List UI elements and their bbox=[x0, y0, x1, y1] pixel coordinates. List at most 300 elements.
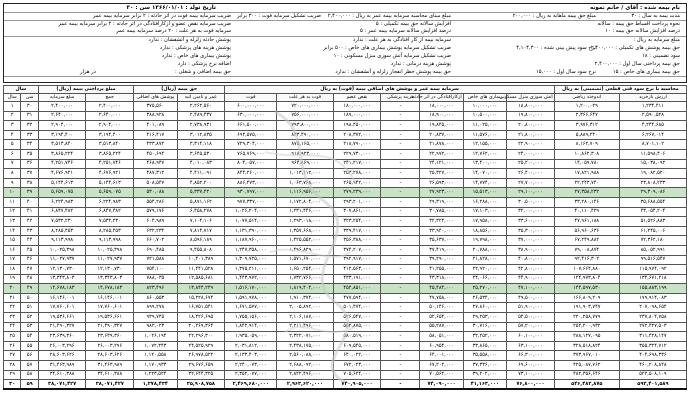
table-cell: ۲۶ bbox=[4, 341, 21, 351]
table-cell: ۵۵۲,۸۷۵,۰۰۰ bbox=[333, 322, 381, 332]
table-cell: ۲۴ bbox=[4, 322, 21, 332]
table-cell: ۱,۸۱۹,۴۰۴,۰۰۰ bbox=[277, 284, 333, 294]
table-cell: ۵۴,۵۰۰,۰۰۰ bbox=[507, 313, 555, 323]
group-header-premium: حق بیمه (ریال) bbox=[134, 86, 225, 94]
table-cell: ۴۰۴,۶۹۸,۳۳۶ bbox=[619, 351, 686, 361]
table-cell: ۲۵,۲۷۰,۰۰۰ bbox=[463, 284, 506, 294]
table-cell: ۱۰,۴۰۱,۳۸۹ bbox=[177, 255, 225, 265]
table-cell: ۴۵ bbox=[21, 245, 38, 255]
table-row bbox=[4, 370, 687, 380]
payment-method: نحوه پرداخت اقساط حق بیمه : سالانه bbox=[597, 21, 680, 27]
capital-increase: درصد افزایش سالانه سرمایه بیمه عمر : ۵ bbox=[360, 28, 451, 34]
table-cell: ۲,۷۳۸,۹۳۱ bbox=[177, 121, 225, 131]
table-cell: ۸,۲۸۵,۴۵۳ bbox=[86, 226, 134, 236]
table-cell: ۶۰۰,۰۰۰,۰۰۰ bbox=[225, 102, 277, 112]
table-cell: ۶۰۴,۹۸۹ bbox=[134, 217, 177, 227]
table-cell: ۳۲ bbox=[21, 121, 38, 131]
table-cell: ۳۳,۶۰۰,۰۰۰ bbox=[507, 217, 555, 227]
table-row bbox=[4, 351, 687, 361]
table-cell: ۲۱۸,۷۹۰,۰۰۰ bbox=[333, 140, 381, 150]
table-cell: ۲۸,۶۰۳,۶۲۶ bbox=[38, 351, 86, 361]
table-cell: ۱,۹۱۰,۳۷۴,۰۰۰ bbox=[277, 293, 333, 303]
table-cell: ۵۷,۲۰۰,۰۰۰ bbox=[507, 322, 555, 332]
disease-premium: حق بیمه بیماری های خاص : ۱۵ bbox=[612, 69, 680, 75]
column-header: پوشش های اضافی bbox=[134, 94, 177, 102]
table-cell: ۱۰۷,۶۶۴,۸۸۰ bbox=[554, 265, 619, 275]
table-cell: ۸۶۰,۵۵۳ bbox=[134, 293, 177, 303]
table-row bbox=[4, 102, 687, 112]
table-cell: ۱۱,۰۲۵,۰۰۰ bbox=[463, 121, 506, 131]
table-cell: ۲۰,۲۶۹,۳۶۴ bbox=[177, 322, 225, 332]
table-cell: ۱۲,۱۵۵,۰۰۰ bbox=[463, 140, 506, 150]
table-cell: - bbox=[381, 149, 420, 159]
table-row bbox=[4, 111, 687, 121]
guaranteed-rate: سود تضمینی : ۱۸ bbox=[641, 53, 680, 59]
group-header-guaranteed: محاسبه با نرخ سود فنی قطعی (تضمینی) به ریال bbox=[554, 86, 686, 94]
table-cell: ۸,۲۸۵,۴۵۳ bbox=[38, 226, 86, 236]
table-cell: ۹۳۰,۷۹۷,۰۰۰ bbox=[225, 188, 277, 198]
table-cell: ۵,۸۸۹,۲۴۰ bbox=[554, 130, 619, 140]
table-cell: ۱,۹۳۵,۰۵۹,۰۰۰ bbox=[225, 332, 277, 342]
table-cell: ۲۰۸,۳۷۲,۰۰۰ bbox=[333, 130, 381, 140]
table-cell: ۵۸ bbox=[21, 370, 38, 380]
table-cell: ۳۲,۰۰۰,۰۰۰ bbox=[507, 207, 555, 217]
table-cell: ۳۱,۴۶۳,۹۸۹ bbox=[38, 361, 86, 371]
table-cell: ۱,۴۹۶,۸۲۹,۰۰۰ bbox=[277, 245, 333, 255]
table-cell: ۲,۳۵۲,۰۷۷,۰۰۰ bbox=[225, 370, 277, 380]
table-cell: ۱۰ bbox=[4, 188, 21, 198]
table-cell: ۳,۱۹۴,۴۰۰ bbox=[38, 130, 86, 140]
table-row bbox=[4, 293, 687, 303]
table-cell: ۴۹ bbox=[21, 284, 38, 294]
table-cell: ۱۰,۰۲۵,۳۹۸ bbox=[38, 245, 86, 255]
table-cell: ۲۲۰,۲۵۸,۷۷۹ bbox=[554, 313, 619, 323]
table-cell: ۱۸ bbox=[4, 265, 21, 275]
table-cell: ۲۸,۶۰۳,۶۲۶ bbox=[86, 351, 134, 361]
first-year-rate: نرخ سود سال اول : ۱۵,۰۰۰ bbox=[536, 69, 596, 75]
table-cell: ۶۹۰,۴۸۵ bbox=[134, 245, 177, 255]
table-cell: ۵۲۲,۵۰۸,۱۰۹ bbox=[619, 370, 686, 380]
table-cell: ۵ bbox=[4, 140, 21, 150]
table-cell: ۹۷۷,۳۳۷,۰۰۰ bbox=[225, 197, 277, 207]
table-cell: ۱۳ bbox=[4, 217, 21, 227]
table-cell: ۵۳۰,۰۸۸ bbox=[134, 188, 177, 198]
table-cell: ۱۸۹,۰۰۰,۰۰۰ bbox=[333, 111, 381, 121]
table-cell: ۶۰,۹۵۴,۰۰۰ bbox=[420, 341, 463, 351]
column-header: بیماری های خاص bbox=[463, 94, 506, 102]
table-cell: ۱۰,۰۲۵,۳۹۸ bbox=[86, 245, 134, 255]
table-cell: ۳۵۵,۳۲۴,۷۱۲ bbox=[619, 341, 686, 351]
table-cell: ۵۸۰,۵۱۹,۰۰۰ bbox=[333, 332, 381, 342]
table-cell: ۱,۲۰۰,۰۲۹ bbox=[554, 102, 619, 112]
table-cell: ۴۰,۸۰۰,۰۰۰ bbox=[507, 255, 555, 265]
table-cell: ۱۴۴,۵۹۷,۵۳۰ bbox=[554, 284, 619, 294]
table-cell: ۲,۶۴۰,۰۰۰ bbox=[38, 111, 86, 121]
table-cell: ۲,۹۰۴,۰۰۰ bbox=[38, 121, 86, 131]
table-cell: ۷۲۱,۵۸۸ bbox=[134, 255, 177, 265]
table-cell: ۱,۲۴۷,۳۵۸,۰۰۰ bbox=[225, 245, 277, 255]
accident-death-coef: ضریب سرمایه بیمه فوت در اثر حادثه : ۲ برابر سرمایه بیمه عمر bbox=[92, 13, 231, 19]
table-cell: ۶۰۹,۵۴۵,۰۰۰ bbox=[333, 341, 381, 351]
table-row bbox=[4, 130, 687, 140]
table-cell: ۳ bbox=[4, 121, 21, 131]
birth-date: تاریخ تولد : ۱۳۶۶/۰۱/۰۱ سن : ۳۰ bbox=[126, 5, 216, 11]
table-cell: ۱۱,۰۲۷,۹۳۷ bbox=[38, 255, 86, 265]
table-cell: ۴۸ bbox=[21, 274, 38, 284]
table-cell: ۱۸۰,۰۰۰,۰۰۰ bbox=[333, 102, 381, 112]
table-cell: ۲۸ bbox=[4, 361, 21, 371]
table-cell: ۳۰۷,۸۶۱,۰۰۰ bbox=[333, 207, 381, 217]
table-cell: ۶,۲۲۴,۹۸۳ bbox=[86, 197, 134, 207]
table-cell: ۱,۷۳۲,۷۶۶,۰۰۰ bbox=[277, 274, 333, 284]
table-cell: ۴,۲۵۱,۷۴۶ bbox=[86, 159, 134, 169]
table-cell: ۵,۸۷۱,۱۶۲ bbox=[177, 197, 225, 207]
table-cell: ۷۰,۵۶۲,۰۰۰ bbox=[420, 370, 463, 380]
table-cell: ۱۴,۶۷۸,۱۸۳ bbox=[86, 284, 134, 294]
table-cell: ۱۲,۷۶۲,۰۰۰ bbox=[463, 149, 506, 159]
table-cell: ۱,۶۵۰,۲۵۴,۰۰۰ bbox=[277, 265, 333, 275]
table-cell: ۲۷۲,۴۲۷,۵۰۳ bbox=[619, 322, 686, 332]
group-header-capital: سرمایه بیمه عمر و پوشش های اضافی بیمه (فوت) به ریال bbox=[225, 86, 555, 94]
policy-header bbox=[3, 3, 687, 83]
table-cell: ۷۴,۰۹۰,۰۰۰ bbox=[420, 380, 463, 390]
table-cell: ۶۴۰,۰۲۲,۰۰۰ bbox=[333, 351, 381, 361]
table-cell: ۵۸,۰۵۱,۰۰۰ bbox=[420, 332, 463, 342]
table-cell: ۲۶,۴۰۰,۰۰۰ bbox=[507, 169, 555, 179]
table-cell: ۱,۵۷۱,۶۷۰,۰۰۰ bbox=[277, 255, 333, 265]
table-cell: ۱۸,۸۵۶,۰۰۰ bbox=[463, 226, 506, 236]
table-row bbox=[4, 236, 687, 246]
monthly-premium: مبلغ حق بیمه ماهانه به ریال : ۲۰۰,۰۰۰ bbox=[512, 13, 596, 19]
table-cell: ۷۶۵,۷۶۹,۰۰۰ bbox=[225, 149, 277, 159]
table-cell: ۴,۴۱۱,۰۹۱ bbox=[177, 169, 225, 179]
table-cell: ۵۹ bbox=[21, 380, 38, 390]
table-cell: ۴۱,۲۵۵,۰۰۰ bbox=[420, 265, 463, 275]
group-header-payment: مبلغ پرداختی بیمه (ریال) bbox=[38, 86, 133, 94]
column-header: فوت bbox=[225, 94, 277, 102]
table-cell: ۲۱,۸۲۸,۰۰۰ bbox=[463, 255, 506, 265]
table-row bbox=[4, 265, 687, 275]
capital-amount: مبلغ سرمایه به ریال : bbox=[633, 37, 680, 43]
table-cell: ۵۵۴,۲۸۶ bbox=[134, 197, 177, 207]
table-cell: ۳۵,۹۰۸,۷۵۸ bbox=[177, 380, 225, 390]
table-cell: ۹,۱۱۳,۹۹۸ bbox=[38, 236, 86, 246]
table-row bbox=[4, 361, 687, 371]
table-cell: ۱۷ bbox=[4, 255, 21, 265]
table-cell: ۱,۲۷۸,۴۳۴ bbox=[134, 380, 177, 390]
table-cell: ۱۱,۵۷۶,۰۰۰ bbox=[463, 130, 506, 140]
table-cell: ۱۴,۰۷۰,۰۰۰ bbox=[463, 169, 506, 179]
table-cell: ۱۵ bbox=[4, 236, 21, 246]
table-cell: ۱,۰۲۶,۱۹۴ bbox=[134, 332, 177, 342]
table-cell: ۴۰۱,۰۸۹ bbox=[134, 121, 177, 131]
table-cell: ۲۰۷,۰۹۸,۶۵۴ bbox=[619, 303, 686, 313]
table-cell: ۶۷۲,۰۲۳,۰۰۰ bbox=[333, 361, 381, 371]
table-cell: ۱,۲۳۴,۴۱۱ bbox=[619, 102, 686, 112]
table-cell: ۵,۱۴۴,۶۱۳ bbox=[38, 178, 86, 188]
table-cell: ۱۸,۰۰۰,۰۰۰ bbox=[420, 102, 463, 112]
table-cell: ۱,۲۳۱,۴۴۶,۰۰۰ bbox=[277, 207, 333, 217]
table-cell: ۸۹۹,۲۷۸ bbox=[134, 303, 177, 313]
sub-header-row bbox=[4, 94, 687, 102]
table-cell: ۱۹۸,۴۵۰,۰۰۰ bbox=[333, 121, 381, 131]
table-cell: ۵۱,۵۲۶,۸۸۳ bbox=[619, 217, 686, 227]
table-cell: ۳۶ bbox=[21, 159, 38, 169]
table-cell: ۱۴ bbox=[4, 226, 21, 236]
table-cell: ۶,۲۶۷,۰۱۴ bbox=[619, 130, 686, 140]
table-cell: ۱۷,۸۲۱,۹۸۸ bbox=[554, 169, 619, 179]
table-cell: ۵۱ bbox=[21, 303, 38, 313]
table-cell: ۳۵,۵۵۸,۰۰۰ bbox=[463, 351, 506, 361]
table-cell: ۴,۸۵۲,۲۰۰ bbox=[177, 178, 225, 188]
table-cell: ۵۲ bbox=[21, 313, 38, 323]
earthquake-cover: حق بیمه پوشش خطر انفجار زلزله و آتشفشان : ندارد bbox=[335, 69, 451, 75]
table-cell: ۲۲,۹۷۲,۰۰۰ bbox=[420, 149, 463, 159]
table-cell: ۱۶,۱۴۶,۰۰۱ bbox=[38, 293, 86, 303]
table-cell: ۲,۰۳۱,۸۱۲,۰۰۰ bbox=[225, 341, 277, 351]
table-cell: ۳۸,۰۷۱,۴۲۷ bbox=[86, 380, 134, 390]
table-cell: ۱۹,۵۳۶,۶۶۱ bbox=[86, 313, 134, 323]
table-cell: ۴۷,۱۰۰,۰۰۰ bbox=[507, 284, 555, 294]
table-cell: ۶,۲۲۴,۹۸۳ bbox=[38, 197, 86, 207]
table-cell: ۷۲۰,۰۰۰,۰۰۰ bbox=[277, 102, 333, 112]
table-cell: ۵۳ bbox=[21, 322, 38, 332]
table-cell: ۵۰ bbox=[21, 293, 38, 303]
table-cell: ۲۷,۷۰۰,۰۰۰ bbox=[507, 178, 555, 188]
table-cell: ۱,۱۳۱,۳۹۰,۰۰۰ bbox=[225, 226, 277, 236]
table-row bbox=[4, 322, 687, 332]
table-cell: ۴۶۸,۹۴۷ bbox=[134, 159, 177, 169]
table-cell: ۱۶,۲۸۸,۰۰۰ bbox=[463, 197, 506, 207]
table-cell: ۲,۹۶۳,۶۲۰,۰۰۰ bbox=[277, 380, 333, 390]
table-cell: ۶۹,۶۰۰,۰۰۰ bbox=[507, 361, 555, 371]
table-cell: ۱۹۱,۹۰۳,۷۴۷ bbox=[554, 303, 619, 313]
table-cell: ۳۴,۶۱۰,۳۸۸ bbox=[38, 370, 86, 380]
table-cell: ۲,۴۰۰,۰۰۰ bbox=[38, 102, 86, 112]
table-cell: ۱۵,۵۱۳,۰۰۰ bbox=[463, 188, 506, 198]
table-cell: ۲۳ bbox=[4, 313, 21, 323]
table-cell: ۷۹,۰۰۸,۸۷۴ bbox=[554, 245, 619, 255]
capital-coefficient: ضریب تشکیل سرمایه فوت : ۳۰۰ برابر bbox=[236, 13, 321, 19]
table-cell: ۱۹,۵۳۶,۶۶۱ bbox=[38, 313, 86, 323]
table-cell: ۴۴,۹۰۰,۰۰۰ bbox=[507, 274, 555, 284]
table-cell: ۲,۸۲۲,۴۹۶,۰۰۰ bbox=[277, 370, 333, 380]
table-cell: ۷۰۵,۶۲۴,۰۰۰ bbox=[333, 370, 381, 380]
table-cell: ۸,۷۰۱,۱۰۲ bbox=[619, 140, 686, 150]
column-header: ارزش بازخرید bbox=[619, 94, 686, 102]
table-cell: ۲,۰۰۵,۸۹۲,۰۰۰ bbox=[277, 303, 333, 313]
table-cell: ۴,۲۵۱,۷۴۶ bbox=[38, 159, 86, 169]
table-cell: ۱۴,۷۷۴,۰۰۰ bbox=[463, 178, 506, 188]
table-cell: - bbox=[381, 370, 420, 380]
table-cell: ۶۶۱,۵۰۰,۰۰۰ bbox=[225, 121, 277, 131]
table-cell: ۳۵,۶۳۷,۰۰۰ bbox=[420, 236, 463, 246]
table-cell: ۳,۸۶۵,۲۲۴ bbox=[38, 149, 86, 159]
table-cell: - bbox=[381, 274, 420, 284]
table-cell: ۲۶,۵۹۳,۰۰۰ bbox=[420, 178, 463, 188]
table-cell: ۱,۲۹۳,۰۱۸,۰۰۰ bbox=[277, 217, 333, 227]
table-cell: ۱۲,۱۳۰,۷۳۰ bbox=[86, 265, 134, 275]
special-diseases: پوشش بیماری های خاص : ندارد bbox=[161, 53, 231, 59]
table-cell: ۶,۸۴۷,۴۸۲ bbox=[38, 207, 86, 217]
table-cell: ۴,۰۱۰,۰۸۳ bbox=[177, 159, 225, 169]
table-cell: ۲۰ bbox=[4, 284, 21, 294]
table-cell: ۲,۱۰۶,۱۸۷,۰۰۰ bbox=[277, 313, 333, 323]
table-cell: ۱,۱۸۷,۹۶۰,۰۰۰ bbox=[225, 236, 277, 246]
expected-rate: نرخ سود پیش بینی شده : ۴,۱۰۴,۳۰۰ bbox=[516, 45, 596, 51]
table-cell: ۴۳,۰۵۴,۲۰۴ bbox=[619, 207, 686, 217]
table-cell: ۴۸۷,۳۱۲ bbox=[134, 169, 177, 179]
table-row bbox=[4, 169, 687, 179]
table-row bbox=[4, 341, 687, 351]
table-cell: ۱,۲۲۳,۵۲۴ bbox=[134, 370, 177, 380]
table-cell: ۵۰۱,۴۷۴,۰۰۰ bbox=[333, 303, 381, 313]
table-cell: ۱۳,۳۴۳,۸۰۳ bbox=[38, 274, 86, 284]
table-cell: ۱,۳۰۹,۷۲۵,۰۰۰ bbox=[225, 255, 277, 265]
table-cell: ۱۶,۱۴۶,۰۰۱ bbox=[86, 293, 134, 303]
column-header: هزینه پزشکی bbox=[381, 94, 420, 102]
table-cell: ۹ bbox=[4, 178, 21, 188]
table-cell: ۲۹,۳۰۹,۰۸۶ bbox=[619, 188, 686, 198]
table-cell: ۴۰,۱۱۰,۴۲۹ bbox=[554, 207, 619, 217]
table-cell: ۵۶ bbox=[21, 351, 38, 361]
table-cell: ۳۳,۹۴۰,۰۰۰ bbox=[420, 226, 463, 236]
table-cell: ۱۲۴,۹۷۳,۸۰۴ bbox=[554, 274, 619, 284]
table-cell: ۳۲,۳۲۴,۰۰۰ bbox=[420, 217, 463, 227]
table-cell: ۱۴,۶۷۸,۱۸۳ bbox=[38, 284, 86, 294]
table-cell: ۲۷,۸۶۰,۰۰۰ bbox=[463, 303, 506, 313]
occupational-surcharge: حق بیمه اضافی و شغلی : bbox=[175, 69, 231, 75]
table-cell: ۳۵,۶۸۸,۵۵۴ bbox=[619, 197, 686, 207]
table-cell: ۷,۱۰۴,۱۰۶ bbox=[177, 217, 225, 227]
table-cell: ۲۲,۲۹۶,۳۰۰ bbox=[177, 332, 225, 342]
table-cell: ۸۷۵,۱۶۵,۰۰۰ bbox=[277, 140, 333, 150]
table-cell: ۲۹ bbox=[4, 370, 21, 380]
table-cell: ۱,۵۱۶,۱۷۰,۰۰۰ bbox=[225, 284, 277, 294]
column-header: مبلغ سرمایه bbox=[38, 94, 86, 102]
table-cell: ۳۷,۰۰۰,۰۰۰ bbox=[507, 236, 555, 246]
table-cell: ۱۱,۴۴۱,۵۲۸ bbox=[177, 265, 225, 275]
table-cell: ۳۴ bbox=[21, 140, 38, 150]
table-cell: ۱۰,۸۶۲,۳۰۸ bbox=[554, 149, 619, 159]
table-cell: ۹۱۸,۹۲۳,۰۰۰ bbox=[277, 149, 333, 159]
disability-any-cause: سرمایه بیمه از کار افتادگی به هر علت : ندارد bbox=[353, 37, 451, 43]
table-cell: - bbox=[381, 197, 420, 207]
table-cell: ۷۹۳,۸۰۰,۰۰۰ bbox=[277, 121, 333, 131]
column-header: فوت به هر علت bbox=[277, 94, 333, 102]
table-cell: ۳۸ bbox=[21, 178, 38, 188]
table-cell: ۴۷ bbox=[21, 265, 38, 275]
table-cell: ۲۶,۹۷۸,۵۲۲ bbox=[177, 351, 225, 361]
table-cell: ۱,۰۶۳,۷۶۸,۰۰۰ bbox=[277, 178, 333, 188]
table-cell: ۳۳ bbox=[21, 130, 38, 140]
table-cell: ۳۷۳,۹۶۷,۰۱۰ bbox=[554, 351, 619, 361]
table-cell: ۳۷,۴۱۹,۰۰۰ bbox=[420, 245, 463, 255]
table-cell: ۵,۱۴۴,۶۱۳ bbox=[86, 178, 134, 188]
table-cell: - bbox=[381, 313, 420, 323]
table-cell: ۲۲,۹۰۰,۰۰۰ bbox=[507, 140, 555, 150]
table-cell: ۷۳,۱۰۰,۰۰۰ bbox=[507, 370, 555, 380]
table-cell: ۲۵۳,۲۷۸,۰۰۰ bbox=[333, 169, 381, 179]
column-header: ازکارافتادگی در اثر حادثه bbox=[412, 95, 462, 100]
table-cell: ۲۹,۳۱۹,۰۰۰ bbox=[420, 197, 463, 207]
table-cell: ۲۱,۸۰۰,۰۰۰ bbox=[507, 130, 555, 140]
table-cell: ۳۷,۳۳۶,۰۰۰ bbox=[463, 361, 506, 371]
table-cell: ۱۳,۴۰۰,۰۰۰ bbox=[463, 159, 506, 169]
table-cell: ۲۳,۶۳۹,۳۶۰ bbox=[38, 332, 86, 342]
table-cell: ۳۲,۲۵۲,۰۰۰ bbox=[463, 332, 506, 342]
table-cell: ۲,۹۰۴,۰۰۰ bbox=[86, 121, 134, 131]
table-cell: - bbox=[381, 159, 420, 169]
table-cell: ۴۷۷,۵۹۴,۰۰۰ bbox=[333, 293, 381, 303]
table-cell: ۱,۰۲۶,۲۰۴,۰۰۰ bbox=[225, 207, 277, 217]
table-row bbox=[4, 178, 687, 188]
table-cell: ۲۷,۳۵۸,۲۳۲ bbox=[554, 188, 619, 198]
table-cell: ۲۷,۹۲۳,۰۰۰ bbox=[420, 188, 463, 198]
table-row bbox=[4, 121, 687, 131]
table-cell: ۱۳۴,۶۷۱,۲۱۸ bbox=[619, 274, 686, 284]
table-cell: ۴۰ bbox=[21, 197, 38, 207]
table-cell: ۲,۶۴۰,۰۰۰ bbox=[86, 111, 134, 121]
table-cell: ۱۲ bbox=[4, 207, 21, 217]
table-cell: ۵۶,۹۶۰,۶۳۶ bbox=[554, 226, 619, 236]
table-cell: ۳۸,۹۰۰,۰۰۰ bbox=[507, 245, 555, 255]
table-cell: ۲۵۲,۲۰۰,۹۳۲ bbox=[554, 322, 619, 332]
table-cell: ۹۸۲,۰۲۳ bbox=[134, 322, 177, 332]
table-cell: ۳,۹۷۶,۳۱۲ bbox=[554, 121, 619, 131]
table-cell: ۱ bbox=[4, 102, 21, 112]
table-cell: ۱۷,۷۶۰,۶۰۱ bbox=[86, 303, 134, 313]
table-cell: ۴,۶۷۶,۹۲۱ bbox=[86, 169, 134, 179]
table-cell: ۳۴,۶۱۰,۳۸۸ bbox=[86, 370, 134, 380]
table-cell: ۳۱,۴۶۳,۹۸۹ bbox=[86, 361, 134, 371]
column-header: جمع bbox=[86, 94, 134, 102]
table-cell: ۳,۳۱۴,۱۱۸ bbox=[177, 140, 225, 150]
table-cell: ۲۷ bbox=[4, 351, 21, 361]
table-cell: ۴۳۳,۱۹۱,۰۰۰ bbox=[333, 274, 381, 284]
table-cell: - bbox=[381, 332, 420, 342]
table-cell: ۳۰ bbox=[4, 380, 21, 390]
table-cell: ۴۳ bbox=[21, 226, 38, 236]
table-cell: ۴۷,۹۶۱,۱۸۸ bbox=[554, 217, 619, 227]
table-cell: ۲۳۷,۸۰۴,۷۵۸ bbox=[619, 313, 686, 323]
table-cell: ۱,۳۷۵,۲۱۱,۰۰۰ bbox=[225, 265, 277, 275]
table-cell: ۶۳,۱۰۰,۰۰۰ bbox=[507, 341, 555, 351]
table-cell: ۲۰,۸۳۷,۰۰۰ bbox=[420, 130, 463, 140]
table-cell: ۲۱,۴۹۰,۳۲۷ bbox=[86, 322, 134, 332]
table-cell: ۸,۵۹۶,۱۸۹ bbox=[177, 236, 225, 246]
table-cell: ۱۷,۹۵۸,۰۰۰ bbox=[463, 217, 506, 227]
table-row bbox=[4, 188, 687, 198]
column-header: اندوخته ریاضی bbox=[554, 94, 619, 102]
table-cell: ۳۲۸,۵۱۸,۸۲۴ bbox=[554, 341, 619, 351]
medical-cost-cover: پوشش هزینه درمانی : ندارد bbox=[390, 61, 451, 67]
table-cell: ۲۴,۱۲۱,۰۰۰ bbox=[420, 159, 463, 169]
table-cell: ۱,۳۵۷,۶۶۸,۰۰۰ bbox=[277, 226, 333, 236]
table-cell: ۱۲,۵۸۵,۶۸۱ bbox=[177, 274, 225, 284]
table-row bbox=[4, 332, 687, 342]
table-cell: - bbox=[381, 121, 420, 131]
table-cell: ۱۹,۸۰۰,۰۰۰ bbox=[507, 111, 555, 121]
table-cell: ۱۷,۱۰۳,۰۰۰ bbox=[463, 207, 506, 217]
capital-calc: مبلغ مبنای محاسبه سرمایه بیمه عمر به ریال : ۲,۴۰۰,۰۰۰ bbox=[327, 13, 451, 19]
table-cell: ۲,۳۶۶,۶۴۷ bbox=[554, 111, 619, 121]
first-year-premium: حق بیمه پرداختی سال اول : ۲,۴۰۰,۰۰۰ bbox=[594, 61, 680, 67]
table-row bbox=[4, 226, 687, 236]
table-cell: - bbox=[381, 111, 420, 121]
table-cell: ۲۵,۳۲۷,۰۰۰ bbox=[420, 169, 463, 179]
table-cell: ۱۵,۲۲۸,۶۷۴ bbox=[177, 293, 225, 303]
